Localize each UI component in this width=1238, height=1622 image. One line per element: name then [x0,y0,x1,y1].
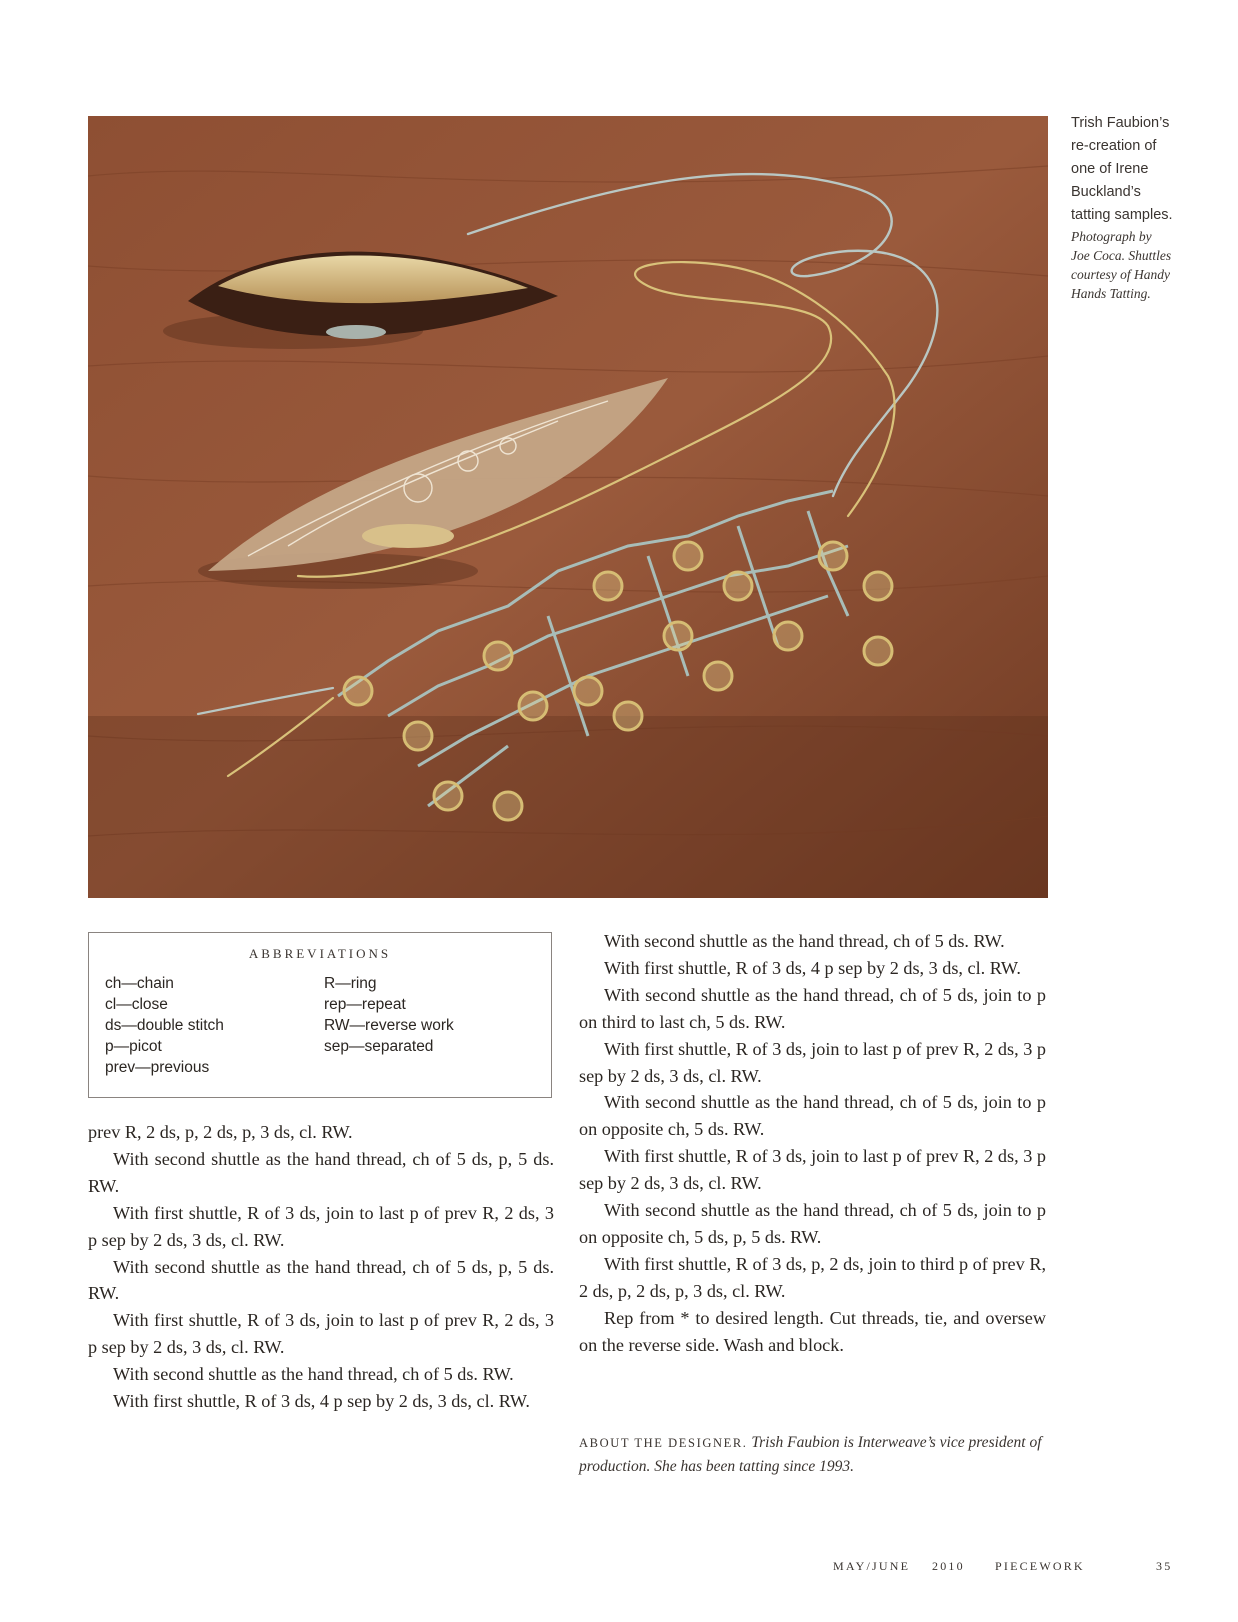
abbreviation-item: R—ring [324,975,377,992]
abbreviations-box [88,932,552,1098]
instruction-paragraph: With second shuttle as the hand thread, ch of 5 ds, join to p on opposite ch, 5 ds. RW. [579,1092,1046,1140]
instruction-paragraph: With first shuttle, R of 3 ds, p, 2 ds, join to third p of prev R, 2 ds, p, 2 ds, p, 3 ds, cl. RW. [579,1253,1046,1301]
abbreviation-item: prev—previous [105,1059,210,1076]
abbreviation-item: RW—reverse work [324,1017,454,1034]
about-label: ABOUT THE DESIGNER. [579,1436,748,1450]
abbreviation-item: ds—double stitch [105,1017,224,1034]
abbreviation-item: rep—repeat [324,996,406,1013]
instruction-paragraph: prev R, 2 ds, p, 2 ds, p, 3 ds, cl. RW. [88,1122,353,1142]
abbreviations-title: ABBREVIATIONS [248,946,392,961]
abbreviation-item: p—picot [105,1038,162,1055]
page-footer [833,1559,1173,1579]
instruction-paragraph: With first shuttle, R of 3 ds, join to last p of prev R, 2 ds, 3 p sep by 2 ds, 3 ds, cl. RW. [88,1202,554,1250]
instruction-paragraph: Rep from * to desired length. Cut threads, tie, and oversew on the reverse side. Wash and block. [579,1307,1046,1355]
abbreviations-list-left [105,973,224,1078]
instruction-paragraph: With second shuttle as the hand thread, ch of 5 ds, join to p on third to last ch, 5 ds. RW. [579,984,1046,1032]
instruction-paragraph: With first shuttle, R of 3 ds, 4 p sep by 2 ds, 3 ds, cl. RW. [604,957,1021,978]
instructions-left-column [88,1119,554,1415]
instruction-paragraph: With second shuttle as the hand thread, ch of 5 ds, p, 5 ds. RW. [88,1148,554,1196]
photo-credit: Photograph by Joe Coca. Shuttles courtesy of Handy Hands Tatting. [1071,229,1172,301]
footer-issue: MAY/JUNE [833,1559,911,1573]
instructions-right-column [579,928,1046,1359]
abbreviation-item: ch—chain [105,975,174,992]
instruction-paragraph: With first shuttle, R of 3 ds, join to last p of prev R, 2 ds, 3 p sep by 2 ds, 3 ds, cl. RW. [579,1038,1046,1086]
caption-text: Trish Faubion’s re-creation of one of Irene Buckland’s tatting samples. [1071,115,1173,223]
instruction-paragraph: With first shuttle, R of 3 ds, join to last p of prev R, 2 ds, 3 p sep by 2 ds, 3 ds, cl. RW. [579,1146,1046,1194]
footer-year: 2010 [932,1559,965,1573]
instruction-paragraph: With second shuttle as the hand thread, ch of 5 ds, join to p on opposite ch, 5 ds, p, 5 ds. RW. [579,1200,1046,1247]
abbreviation-item: sep—separated [324,1038,434,1055]
about-the-designer [579,1431,1049,1478]
abbreviation-item: cl—close [105,996,168,1013]
page-number: 35 [1156,1559,1173,1573]
instruction-paragraph: With first shuttle, R of 3 ds, join to last p of prev R, 2 ds, 3 p sep by 2 ds, 3 ds, cl. RW. [88,1310,554,1358]
footer-magazine: PIECEWORK [995,1559,1085,1573]
instruction-paragraph: With second shuttle as the hand thread, ch of 5 ds, p, 5 ds. RW. [88,1256,554,1304]
instruction-paragraph: With second shuttle as the hand thread, ch of 5 ds. RW. [604,931,1005,951]
instruction-paragraph: With first shuttle, R of 3 ds, 4 p sep by 2 ds, 3 ds, cl. RW. [113,1391,530,1412]
abbreviations-list-right [324,973,454,1057]
instruction-paragraph: With second shuttle as the hand thread, ch of 5 ds. RW. [113,1364,514,1385]
photo-caption [1071,112,1221,303]
about-text: Trish Faubion is Interweave’s vice president of production. She has been tatting since 1993. [579,1434,1042,1475]
photo-tatting-shuttles [88,116,1048,898]
